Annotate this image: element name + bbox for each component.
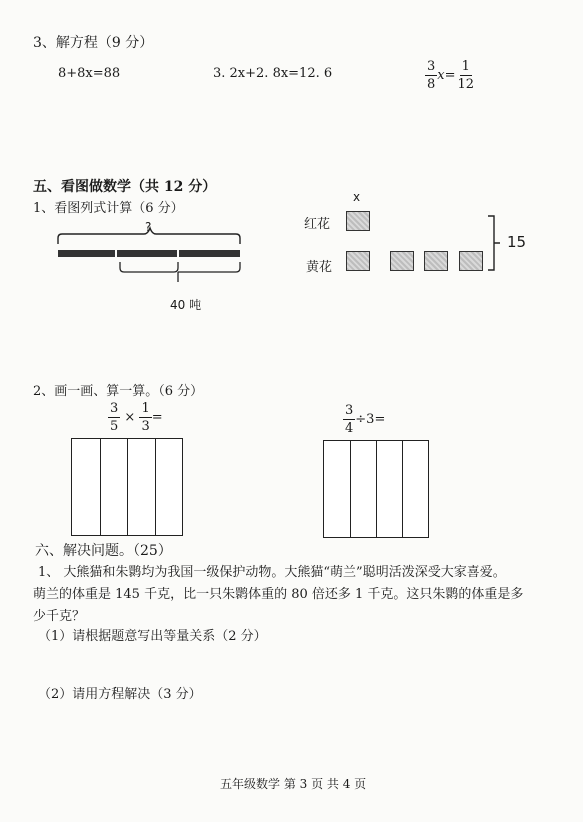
equation-1: 8+8x=88 <box>58 66 121 81</box>
fraction: $\frac{3}{8}$ <box>427 59 436 92</box>
total-bracket <box>484 214 508 274</box>
bottom-brace-left <box>120 262 178 272</box>
fraction: $\frac{3}{5}$ <box>110 401 119 434</box>
fraction: $\frac{3}{4}$ <box>345 403 354 436</box>
problem-1-line-2: 萌兰的体重是 145 千克，比一只朱鹮体重的 80 倍还多 1 千克。这只朱鹮的体重是多 <box>33 587 524 602</box>
column-divider <box>127 439 128 535</box>
column-divider <box>376 441 377 537</box>
x-label: x <box>353 190 361 204</box>
question-mark: ? <box>145 220 152 234</box>
yellow-flower-block <box>346 251 370 271</box>
question-2-title: 2、画一画、算一算。（6 分） <box>33 384 204 399</box>
sub-question-2: （2）请用方程解决（3 分） <box>38 687 202 702</box>
total-value: 15 <box>507 233 527 251</box>
section-6-title: 六、解决问题。（25） <box>35 543 172 559</box>
yellow-flower-block <box>459 251 483 271</box>
red-flower-block <box>346 211 370 231</box>
column-divider <box>100 439 101 535</box>
yellow-flower-label: 黄花 <box>306 260 333 275</box>
tons-label: 40 吨 <box>170 298 202 312</box>
equation-2: 3. 2x+2. 8x=12. 6 <box>213 66 333 81</box>
problem-1-line-3: 少千克？ <box>33 609 86 624</box>
section-3-title: 3、解方程（9 分） <box>33 35 154 51</box>
sub-question-1: （1）请根据题意写出等量关系（2 分） <box>38 629 267 644</box>
column-divider <box>350 441 351 537</box>
page-footer: 五年级数学 第 3 页 共 4 页 <box>220 777 367 791</box>
yellow-flower-block <box>424 251 448 271</box>
bottom-brace-right <box>178 262 240 272</box>
segment-diagram <box>50 222 250 302</box>
right-expression: $\frac{3}{4}$ ÷3= <box>345 403 386 436</box>
column-divider <box>155 439 156 535</box>
right-rectangle[interactable] <box>323 440 429 538</box>
fraction: $\frac{1}{3}$ <box>141 401 150 434</box>
bar-segments <box>58 250 240 257</box>
fraction: $\frac{1}{12}$ <box>457 59 475 92</box>
column-divider <box>402 441 403 537</box>
left-rectangle[interactable] <box>71 438 183 536</box>
question-1-title: 1、看图列式计算（6 分） <box>33 201 184 216</box>
equation-3: $\frac{3}{8}$ x= $\frac{1}{12}$ <box>427 59 475 92</box>
left-expression: $\frac{3}{5}$ × $\frac{1}{3}$ = <box>110 401 163 434</box>
red-flower-label: 红花 <box>304 217 331 232</box>
section-5-title: 五、看图做数学（共 12 分） <box>33 179 217 195</box>
problem-1-line-1: 1、 大熊猫和朱鹮均为我国一级保护动物。大熊猫“萌兰”聪明活泼深受大家喜爱。 <box>38 565 506 580</box>
yellow-flower-block <box>390 251 414 271</box>
